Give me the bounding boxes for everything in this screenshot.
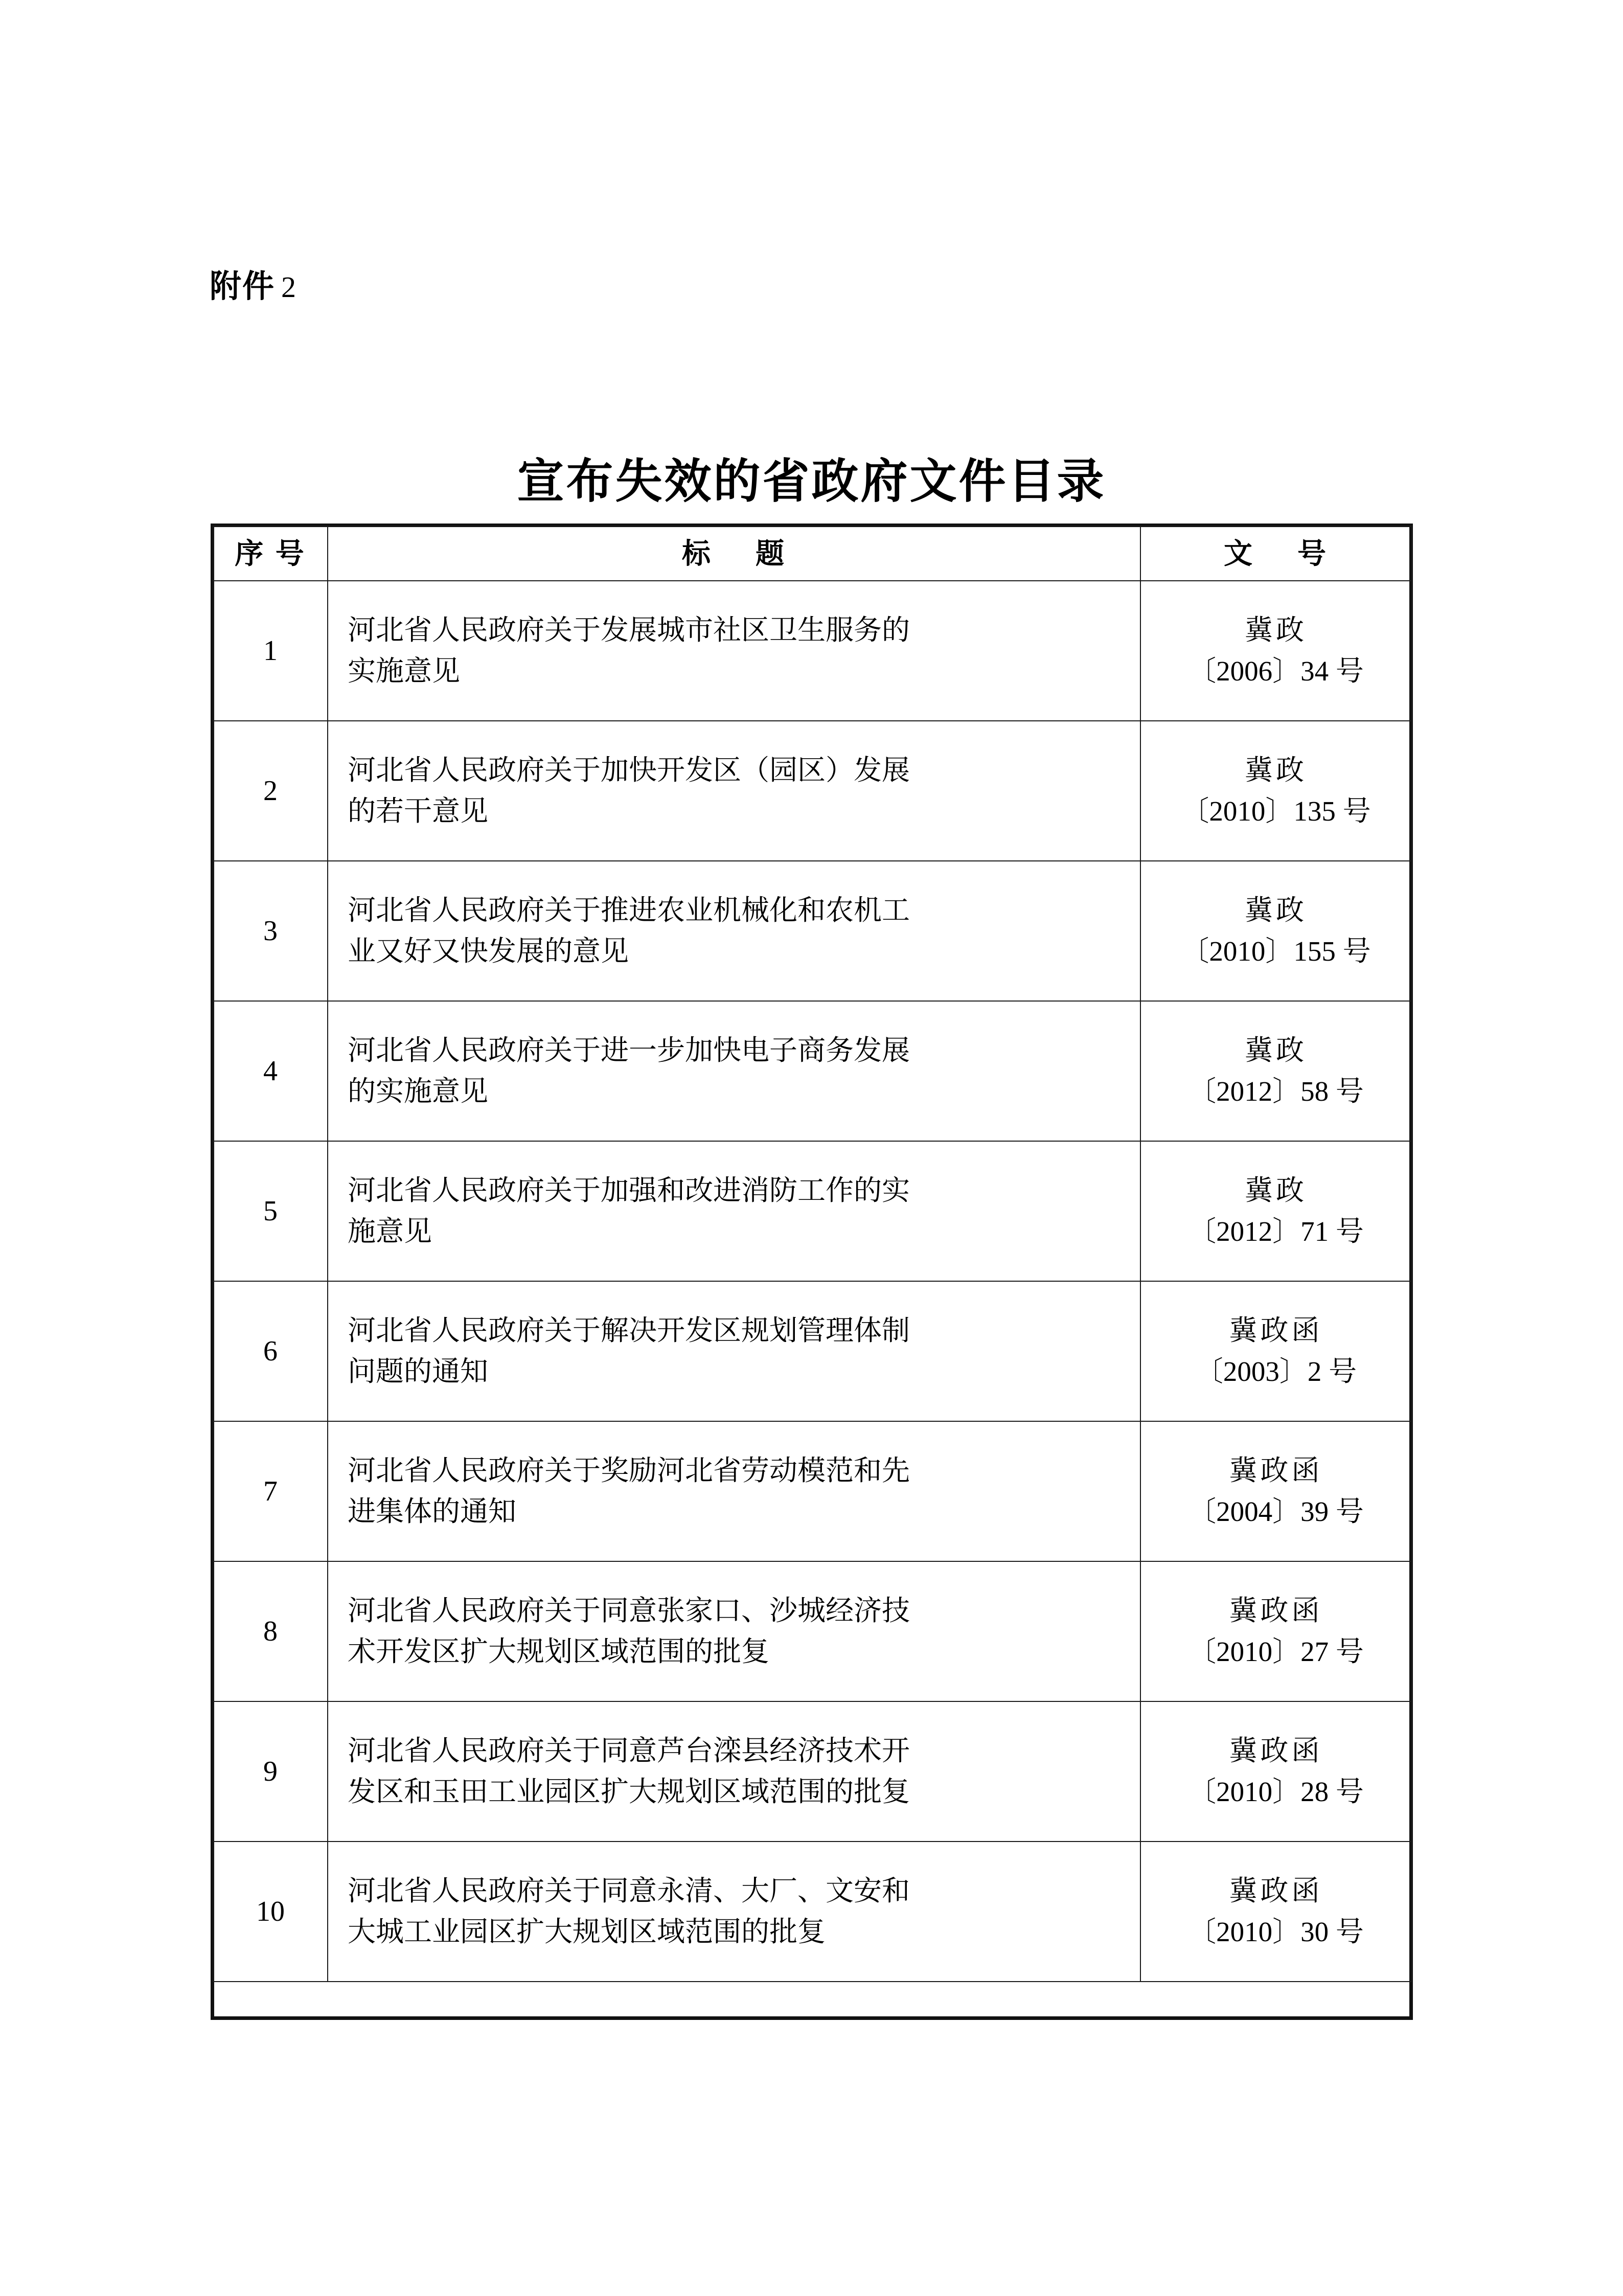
page-title: 宣布失效的省政府文件目录: [517, 455, 1106, 508]
cell-doc-number: [1140, 1001, 1411, 1141]
table-row: [213, 1281, 1411, 1421]
cell-title: [328, 721, 1140, 861]
table-row: [213, 1141, 1411, 1281]
title-line: 的实施意见: [348, 1076, 489, 1107]
cell-doc-number: [1140, 581, 1411, 721]
doc-prefix: 冀政函: [1229, 1455, 1323, 1487]
title-line: 术开发区扩大规划区域范围的批复: [348, 1636, 770, 1667]
cell-title: [328, 581, 1140, 721]
cell-seq: 1: [213, 581, 328, 721]
doc-prefix: 冀政: [1244, 615, 1307, 646]
doc-number: 〔2012〕58 号: [1188, 1076, 1364, 1107]
table-row: [213, 1701, 1411, 1842]
column-header-doc: [1140, 526, 1411, 581]
doc-number: 〔2012〕71 号: [1188, 1216, 1364, 1247]
table-row: [213, 1001, 1411, 1141]
cell-seq: 4: [213, 1001, 328, 1141]
cell-doc-number: [1140, 861, 1411, 1001]
table-row: [213, 1842, 1411, 1982]
cell-seq: 7: [213, 1421, 328, 1561]
title-line: 进集体的通知: [348, 1496, 517, 1527]
title-line: 业又好又快发展的意见: [348, 936, 629, 967]
attachment-number: 2: [281, 270, 298, 304]
cell-doc-number: [1140, 1701, 1411, 1842]
title-line: 河北省人民政府关于同意永清、大厂、文安和: [348, 1875, 910, 1907]
title-line: 河北省人民政府关于发展城市社区卫生服务的: [348, 615, 910, 646]
cell-title: [328, 1421, 1140, 1561]
cell-seq: 3: [213, 861, 328, 1001]
table-row: [213, 1561, 1411, 1701]
column-header-doc-left: 文: [1224, 537, 1254, 570]
title-line: 河北省人民政府关于解决开发区规划管理体制: [348, 1315, 910, 1347]
doc-prefix: 冀政函: [1229, 1315, 1323, 1347]
doc-prefix: 冀政: [1244, 755, 1307, 786]
cell-title: [328, 1001, 1140, 1141]
doc-prefix: 冀政: [1244, 1175, 1307, 1207]
title-line: 河北省人民政府关于加快开发区（园区）发展: [348, 755, 910, 786]
cell-title: [328, 1281, 1140, 1421]
cell-doc-number: [1140, 1421, 1411, 1561]
cell-seq: 8: [213, 1561, 328, 1701]
title-line: 河北省人民政府关于同意张家口、沙城经济技: [348, 1595, 910, 1627]
doc-number: 〔2010〕135 号: [1181, 795, 1371, 827]
table-row: [213, 581, 1411, 721]
table-row: [213, 861, 1411, 1001]
cell-title: [328, 1701, 1140, 1842]
doc-number: 〔2003〕2 号: [1195, 1356, 1357, 1387]
cell-doc-number: [1140, 1842, 1411, 1982]
column-header-doc-right: 号: [1297, 537, 1328, 570]
title-line: 发区和玉田工业园区扩大规划区域范围的批复: [348, 1776, 910, 1807]
column-header-title-right: 题: [756, 537, 786, 570]
cell-seq: 5: [213, 1141, 328, 1281]
title-line: 河北省人民政府关于推进农业机械化和农机工: [348, 895, 910, 926]
doc-number: 〔2006〕34 号: [1188, 655, 1364, 687]
attachment-label: [210, 271, 297, 303]
title-line: 实施意见: [348, 655, 461, 687]
title-line: 施意见: [348, 1216, 432, 1247]
title-line: 大城工业园区扩大规划区域范围的批复: [348, 1916, 826, 1947]
doc-number: 〔2010〕30 号: [1188, 1916, 1364, 1947]
attachment-label-text: 附件: [210, 269, 276, 304]
cell-title: [328, 861, 1140, 1001]
column-header-title-left: 标: [682, 537, 713, 570]
document-catalog-table: [213, 526, 1412, 1982]
column-header-seq: 序 号: [213, 526, 328, 581]
doc-number: 〔2010〕155 号: [1181, 936, 1371, 967]
cell-doc-number: [1140, 1281, 1411, 1421]
cell-title: [328, 1561, 1140, 1701]
cell-doc-number: [1140, 1141, 1411, 1281]
cell-seq: 2: [213, 721, 328, 861]
cell-seq: 10: [213, 1842, 328, 1982]
column-header-title: [328, 526, 1140, 581]
cell-title: [328, 1842, 1140, 1982]
title-line: 河北省人民政府关于奖励河北省劳动模范和先: [348, 1455, 910, 1487]
doc-prefix: 冀政函: [1229, 1595, 1323, 1627]
cell-doc-number: [1140, 721, 1411, 861]
cell-doc-number: [1140, 1561, 1411, 1701]
cell-seq: 6: [213, 1281, 328, 1421]
cell-seq: 9: [213, 1701, 328, 1842]
doc-number: 〔2010〕27 号: [1188, 1636, 1364, 1667]
doc-number: 〔2004〕39 号: [1188, 1496, 1364, 1527]
title-line: 的若干意见: [348, 795, 489, 827]
doc-prefix: 冀政: [1244, 895, 1307, 926]
table-row: [213, 1421, 1411, 1561]
doc-prefix: 冀政函: [1229, 1875, 1323, 1907]
cell-title: [328, 1141, 1140, 1281]
doc-prefix: 冀政函: [1229, 1735, 1323, 1767]
title-line: 问题的通知: [348, 1356, 489, 1387]
title-line: 河北省人民政府关于同意芦台滦县经济技术开: [348, 1735, 910, 1767]
title-line: 河北省人民政府关于进一步加快电子商务发展: [348, 1035, 910, 1066]
doc-number: 〔2010〕28 号: [1188, 1776, 1364, 1807]
table-row: [213, 721, 1411, 861]
title-line: 河北省人民政府关于加强和改进消防工作的实: [348, 1175, 910, 1207]
doc-prefix: 冀政: [1244, 1035, 1307, 1066]
table-body: [213, 581, 1411, 1982]
table-header-row: [213, 526, 1411, 581]
